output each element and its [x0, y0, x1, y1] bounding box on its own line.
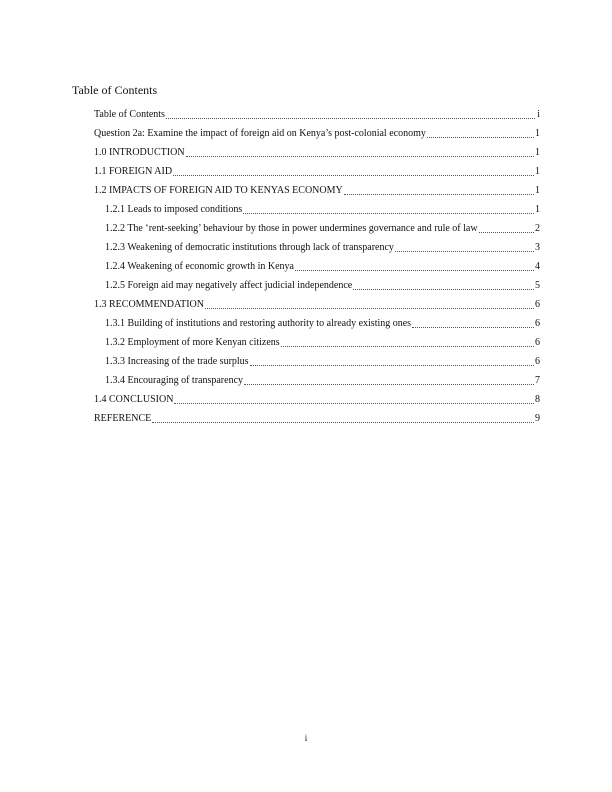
dot-leader	[395, 242, 534, 254]
dot-leader	[166, 109, 535, 121]
dot-leader	[344, 185, 534, 197]
dot-leader	[186, 147, 534, 159]
toc-entry-trade-surplus[interactable]	[0, 353, 612, 372]
toc-entry-recommendation[interactable]	[0, 295, 612, 314]
toc-entry-text: 1.3 RECOMMENDATION	[94, 298, 204, 310]
toc-entry-text: 1.2.4 Weakening of economic growth in Kenya	[105, 260, 294, 272]
toc-entry-text: 1.2 IMPACTS OF FOREIGN AID TO KENYAS ECONOMY	[94, 184, 343, 196]
toc-entry-page: 5	[535, 279, 540, 291]
toc-entry-page: 6	[535, 318, 540, 330]
toc-entry-text: 1.2.5 Foreign aid may negatively affect judicial independence	[105, 279, 353, 291]
toc-entry-employment[interactable]	[0, 334, 612, 353]
dot-leader	[244, 375, 534, 387]
dot-leader	[353, 280, 534, 292]
dot-leader	[250, 356, 534, 368]
dot-leader	[412, 318, 534, 330]
toc-entry-text: REFERENCE	[94, 413, 152, 425]
toc-entry-page: 8	[535, 394, 540, 406]
dot-leader	[205, 299, 534, 311]
toc-entry-rent-seeking[interactable]	[0, 219, 612, 238]
toc-entry-introduction[interactable]	[0, 143, 612, 162]
toc-entry-text: 1.4 CONCLUSION	[94, 394, 174, 406]
toc-entry-judicial-independence[interactable]	[0, 276, 612, 295]
toc-entry-impacts[interactable]	[0, 181, 612, 200]
toc-entry-text: 1.3.3 Increasing of the trade surplus	[105, 356, 249, 368]
dot-leader	[173, 166, 534, 178]
toc-entry-building-institutions[interactable]	[0, 315, 612, 334]
toc-entry-page: 3	[535, 241, 540, 253]
toc-entry-page: 6	[535, 337, 540, 349]
dot-leader	[174, 394, 534, 406]
toc-entry-text: 1.0 INTRODUCTION	[94, 146, 185, 158]
toc-entry-imposed-conditions[interactable]	[0, 200, 612, 219]
toc-entry-foreign-aid[interactable]	[0, 162, 612, 181]
toc-entry-text: Table of Contents	[94, 108, 165, 120]
toc-entry-page: 6	[535, 356, 540, 368]
toc-entry-text: 1.3.4 Encouraging of transparency	[105, 375, 244, 387]
dot-leader	[479, 223, 534, 235]
toc-entry-text: 1.3.2 Employment of more Kenyan citizens	[105, 337, 280, 349]
page-number-footer: i	[304, 733, 308, 743]
dot-leader	[295, 261, 534, 273]
toc-entry-conclusion[interactable]	[0, 391, 612, 410]
toc-entry-text: 1.2.3 Weakening of democratic institutions through lack of transparency	[105, 241, 394, 253]
toc-entry-text: 1.2.2 The ‘rent-seeking’ behaviour by those in power undermines governance and rule of law	[105, 222, 478, 234]
toc-entry-text: Question 2a: Examine the impact of foreign aid on Kenya’s post-colonial economy	[94, 127, 426, 139]
toc-entry-page: 1	[535, 184, 540, 196]
dot-leader	[152, 413, 534, 425]
toc-entry-question-2a[interactable]	[0, 124, 612, 143]
toc-entry-page: 1	[535, 203, 540, 215]
toc-entry-page: 1	[535, 127, 540, 139]
toc-entry-text: 1.2.1 Leads to imposed conditions	[105, 203, 243, 215]
toc-entry-page: 1	[535, 146, 540, 158]
toc-entry-democratic-institutions[interactable]	[0, 238, 612, 257]
toc-entry-page: 4	[535, 260, 540, 272]
toc-list	[0, 105, 612, 429]
dot-leader	[243, 204, 534, 216]
toc-entry-economic-growth[interactable]	[0, 257, 612, 276]
toc-entry-page: 7	[535, 375, 540, 387]
toc-entry-table-of-contents[interactable]	[0, 105, 612, 124]
toc-entry-page: 1	[535, 165, 540, 177]
toc-entry-page: 6	[535, 298, 540, 310]
dot-leader	[281, 337, 534, 349]
toc-entry-text: 1.1 FOREIGN AID	[94, 165, 173, 177]
dot-leader	[427, 128, 534, 140]
toc-entry-page: i	[537, 108, 540, 120]
toc-entry-reference[interactable]	[0, 410, 612, 429]
toc-entry-page: 9	[535, 413, 540, 425]
toc-entry-page: 2	[535, 222, 540, 234]
toc-entry-text: 1.3.1 Building of institutions and restoring authority to already existing ones	[105, 318, 412, 330]
toc-entry-transparency[interactable]	[0, 372, 612, 391]
toc-heading: Table of Contents	[72, 83, 158, 97]
